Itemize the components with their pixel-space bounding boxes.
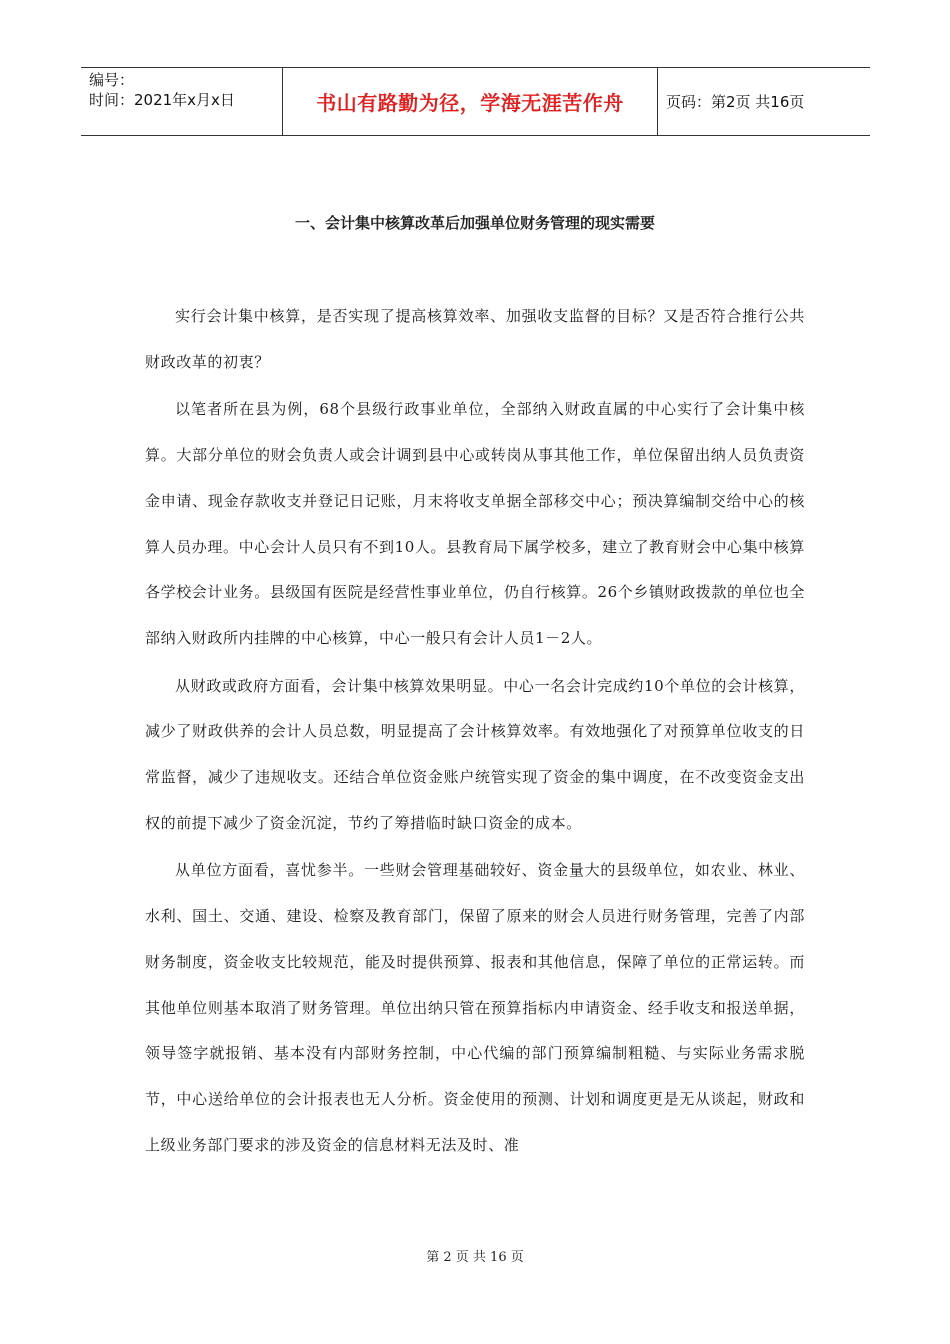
document-number-label: 编号： — [89, 71, 135, 89]
header-motto: 书山有路勤为径，学海无涯苦作舟 — [282, 68, 658, 135]
document-body — [145, 294, 805, 1170]
header-page-info: 页码：第2页 共16页 — [666, 93, 805, 111]
document-time-label: 时间：2021年x月x日 — [89, 91, 235, 109]
paragraph: 实行会计集中核算，是否实现了提高核算效率、加强收支监督的目标？又是否符合推行公共财政改革的初衷？ — [145, 307, 805, 371]
header-meta — [81, 68, 282, 135]
page-header — [81, 67, 870, 136]
paragraph: 以笔者所在县为例，68个县级行政事业单位，全部纳入财政直属的中心实行了会计集中核算。大部分单位的财会负责人或会计调到县中心或转岗从事其他工作，单位保留出纳人员负责资金申请、现金存款收支并登记日记账，月末将收支单据全部移交中心；预决算编制交给中心的核算人员办理。中心会计人员只有不到10人。县教育局下属学校多，建立了教育财会中心集中核算各学校会计业务。县级国有医院是经营性事业单位，仍自行核算。26个乡镇财政拨款的单位也全部纳入财政所内挂牌的中心核算，中心一般只有会计人员1－2人。 — [145, 400, 805, 647]
paragraph: 从财政或政府方面看，会计集中核算效果明显。中心一名会计完成约10个单位的会计核算，减少了财政供养的会计人员总数，明显提高了会计核算效率。有效地强化了对预算单位收支的日常监督，减少了违规收支。还结合单位资金账户统管实现了资金的集中调度，在不改变资金支出权的前提下减少了资金沉淀，节约了筹措临时缺口资金的成本。 — [145, 676, 805, 832]
section-title: 一、会计集中核算改革后加强单位财务管理的现实需要 — [294, 214, 655, 232]
page-footer: 第 2 页 共 16 页 — [426, 1250, 524, 1265]
paragraph: 从单位方面看，喜忧参半。一些财会管理基础较好、资金量大的县级单位，如农业、林业、水利、国土、交通、建设、检察及教育部门，保留了原来的财会人员进行财务管理，完善了内部财务制度，资金收支比较规范，能及时提供预算、报表和其他信息，保障了单位的正常运转。而其他单位则基本取消了财务管理。单位出纳只管在预算指标内申请资金、经手收支和报送单据，领导签字就报销、基本没有内部财务控制，中心代编的部门预算编制粗糙、与实际业务需求脱节，中心送给单位的会计报表也无人分析。资金使用的预测、计划和调度更是无从谈起，财政和上级业务部门要求的涉及资金的信息材料无法及时、准 — [145, 861, 805, 1154]
